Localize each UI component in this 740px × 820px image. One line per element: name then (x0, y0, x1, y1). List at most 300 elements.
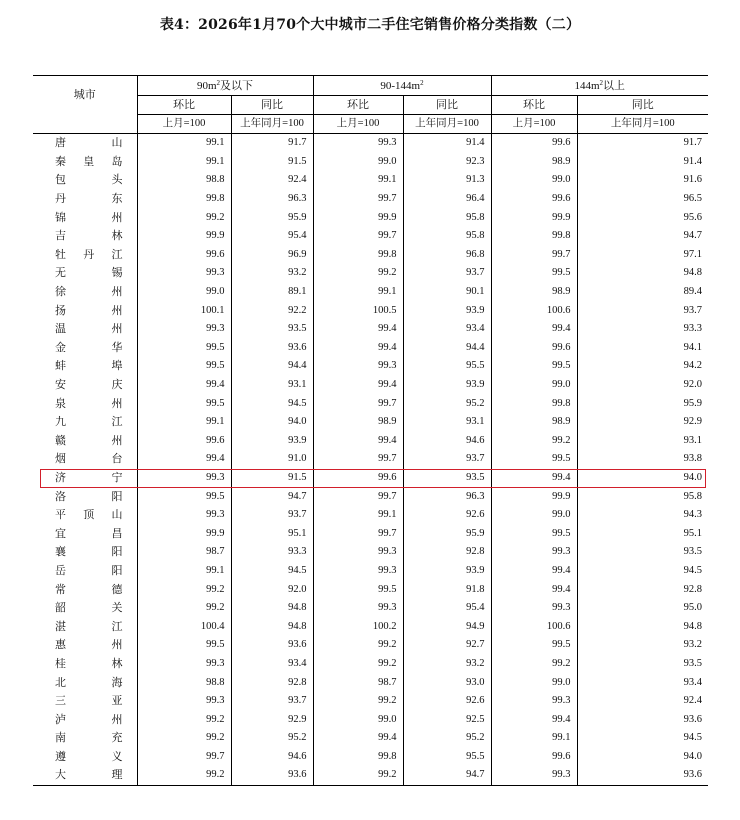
city-name: 遵义 (55, 749, 123, 763)
city-name: 锦州 (55, 210, 123, 224)
index-value: 93.9 (403, 301, 491, 320)
index-value: 98.9 (491, 283, 577, 302)
index-value: 100.4 (137, 617, 231, 636)
basis-label: 上年同月=100 (231, 115, 313, 134)
basis-label: 上月=100 (491, 115, 577, 134)
index-value: 95.5 (403, 357, 491, 376)
index-value: 99.8 (313, 748, 403, 767)
index-value: 93.1 (231, 376, 313, 395)
index-value: 94.8 (577, 264, 708, 283)
index-value: 93.7 (231, 506, 313, 525)
index-value: 99.1 (137, 153, 231, 172)
table-row (33, 432, 708, 451)
table-row (33, 766, 708, 785)
index-value: 99.7 (491, 246, 577, 265)
index-value: 99.7 (313, 227, 403, 246)
index-value: 99.9 (137, 227, 231, 246)
table-row (33, 320, 708, 339)
index-value: 99.5 (137, 339, 231, 358)
city-name: 三亚 (55, 694, 123, 708)
index-value: 99.3 (137, 264, 231, 283)
index-value: 91.7 (231, 134, 313, 153)
index-value: 99.5 (137, 487, 231, 506)
index-value: 94.5 (577, 562, 708, 581)
city-name: 平顶山 (55, 508, 123, 522)
index-value: 99.6 (491, 339, 577, 358)
index-value: 99.3 (313, 357, 403, 376)
index-value: 99.1 (313, 506, 403, 525)
index-value: 99.2 (137, 208, 231, 227)
index-value: 99.3 (491, 766, 577, 785)
index-value: 91.8 (403, 580, 491, 599)
table-row (33, 487, 708, 506)
city-name: 蚌埠 (55, 359, 123, 373)
index-value: 99.2 (137, 580, 231, 599)
table-row (33, 450, 708, 469)
index-value: 99.1 (491, 729, 577, 748)
sub-header-yoy: 同比 (403, 96, 491, 115)
index-value: 99.4 (137, 450, 231, 469)
index-value: 99.4 (491, 580, 577, 599)
sub-header-yoy: 同比 (231, 96, 313, 115)
index-value: 99.6 (137, 432, 231, 451)
index-value: 98.8 (137, 171, 231, 190)
index-value: 99.2 (313, 692, 403, 711)
index-value: 95.5 (403, 748, 491, 767)
index-value: 92.9 (231, 710, 313, 729)
index-value: 98.8 (137, 673, 231, 692)
index-value: 94.7 (231, 487, 313, 506)
city-name: 赣州 (55, 433, 123, 447)
table-row (33, 394, 708, 413)
city-name: 济宁 (55, 470, 123, 484)
sub-header-yoy: 同比 (577, 96, 708, 115)
index-value: 94.7 (403, 766, 491, 785)
table-body (33, 134, 708, 786)
index-value: 95.4 (403, 599, 491, 618)
table-row (33, 376, 708, 395)
index-value: 93.3 (577, 320, 708, 339)
city-name: 温州 (55, 322, 123, 336)
index-value: 99.6 (313, 469, 403, 488)
index-value: 99.0 (491, 506, 577, 525)
index-value: 93.7 (231, 692, 313, 711)
index-value: 92.8 (403, 543, 491, 562)
index-value: 99.3 (137, 469, 231, 488)
city-name: 常德 (55, 582, 123, 596)
index-value: 99.2 (491, 655, 577, 674)
index-value: 99.9 (491, 487, 577, 506)
index-value: 91.3 (403, 171, 491, 190)
index-value: 93.5 (403, 469, 491, 488)
table-row (33, 655, 708, 674)
index-value: 99.2 (491, 432, 577, 451)
index-value: 99.0 (491, 673, 577, 692)
city-name: 韶关 (55, 601, 123, 615)
table-row (33, 153, 708, 172)
index-value: 100.6 (491, 617, 577, 636)
index-value: 99.0 (137, 283, 231, 302)
index-value: 99.5 (491, 524, 577, 543)
index-value: 93.0 (403, 673, 491, 692)
index-value: 93.5 (231, 320, 313, 339)
city-name: 烟台 (55, 452, 123, 466)
index-value: 93.7 (577, 301, 708, 320)
index-value: 92.6 (403, 692, 491, 711)
index-value: 93.9 (403, 376, 491, 395)
city-name: 金华 (55, 340, 123, 354)
index-value: 94.1 (577, 339, 708, 358)
index-value: 99.1 (137, 134, 231, 153)
index-value: 99.4 (491, 469, 577, 488)
index-value: 93.6 (231, 636, 313, 655)
index-value: 95.9 (231, 208, 313, 227)
index-value: 99.5 (491, 636, 577, 655)
index-value: 99.8 (137, 190, 231, 209)
index-value: 93.1 (577, 432, 708, 451)
index-value: 92.8 (577, 580, 708, 599)
index-value: 96.3 (231, 190, 313, 209)
index-value: 99.2 (313, 636, 403, 655)
index-value: 99.3 (137, 320, 231, 339)
index-value: 95.9 (577, 394, 708, 413)
index-value: 93.4 (403, 320, 491, 339)
index-value: 99.0 (313, 153, 403, 172)
index-value: 95.1 (231, 524, 313, 543)
index-value: 93.6 (577, 710, 708, 729)
city-name: 泉州 (55, 396, 123, 410)
index-value: 99.2 (137, 710, 231, 729)
index-value: 94.8 (231, 599, 313, 618)
city-name: 秦皇岛 (55, 154, 123, 168)
basis-label: 上年同月=100 (577, 115, 708, 134)
index-value: 92.6 (403, 506, 491, 525)
city-name: 湛江 (55, 619, 123, 633)
index-value: 99.1 (313, 283, 403, 302)
table-row (33, 710, 708, 729)
index-value: 99.4 (491, 320, 577, 339)
index-value: 99.1 (137, 562, 231, 581)
index-value: 93.1 (403, 413, 491, 432)
index-value: 92.9 (577, 413, 708, 432)
table-row (33, 227, 708, 246)
index-value: 95.2 (231, 729, 313, 748)
table-row (33, 190, 708, 209)
index-value: 99.7 (313, 394, 403, 413)
city-name: 大理 (33, 766, 137, 785)
basis-label: 上年同月=100 (403, 115, 491, 134)
index-value: 98.7 (137, 543, 231, 562)
city-name: 北海 (55, 675, 123, 689)
index-value: 100.2 (313, 617, 403, 636)
index-value: 92.4 (231, 171, 313, 190)
index-value: 94.5 (231, 394, 313, 413)
index-value: 92.0 (577, 376, 708, 395)
index-value: 89.1 (231, 283, 313, 302)
table-row (33, 692, 708, 711)
index-value: 95.0 (577, 599, 708, 618)
index-value: 96.4 (403, 190, 491, 209)
index-value: 99.8 (313, 246, 403, 265)
index-value: 98.7 (313, 673, 403, 692)
city-name: 安庆 (55, 378, 123, 392)
index-value: 92.7 (403, 636, 491, 655)
index-value: 99.6 (491, 190, 577, 209)
table-row (33, 562, 708, 581)
index-value: 94.8 (577, 617, 708, 636)
index-value: 93.5 (577, 655, 708, 674)
city-name: 桂林 (55, 656, 123, 670)
city-name: 惠州 (55, 638, 123, 652)
index-value: 98.9 (491, 153, 577, 172)
city-name: 九江 (55, 415, 123, 429)
index-value: 90.1 (403, 283, 491, 302)
index-value: 99.0 (491, 376, 577, 395)
index-value: 93.6 (231, 339, 313, 358)
table-row (33, 413, 708, 432)
index-value: 99.7 (313, 524, 403, 543)
index-value: 89.4 (577, 283, 708, 302)
index-value: 99.7 (313, 487, 403, 506)
index-value: 99.5 (137, 357, 231, 376)
index-value: 91.4 (577, 153, 708, 172)
index-value: 93.7 (403, 450, 491, 469)
index-value: 93.3 (231, 543, 313, 562)
city-header-spacer (33, 115, 137, 134)
city-name: 吉林 (55, 229, 123, 243)
index-value: 94.7 (577, 227, 708, 246)
table-row (33, 264, 708, 283)
index-value: 93.2 (231, 264, 313, 283)
index-value: 91.5 (231, 153, 313, 172)
index-value: 91.7 (577, 134, 708, 153)
price-index-table (33, 75, 708, 786)
table-row (33, 171, 708, 190)
table-row (33, 357, 708, 376)
index-value: 92.5 (403, 710, 491, 729)
index-value: 99.1 (313, 171, 403, 190)
index-value: 95.1 (577, 524, 708, 543)
index-value: 95.6 (577, 208, 708, 227)
index-value: 94.8 (231, 617, 313, 636)
index-value: 95.8 (403, 227, 491, 246)
city-name: 丹东 (55, 192, 123, 206)
index-value: 94.6 (403, 432, 491, 451)
index-value: 99.5 (137, 636, 231, 655)
table-row (33, 636, 708, 655)
index-value: 99.8 (491, 227, 577, 246)
index-value: 99.7 (313, 190, 403, 209)
city-name: 襄阳 (55, 545, 123, 559)
index-value: 99.3 (491, 692, 577, 711)
index-value: 93.4 (231, 655, 313, 674)
table-row (33, 599, 708, 618)
index-value: 94.4 (403, 339, 491, 358)
index-value: 96.8 (403, 246, 491, 265)
index-value: 99.5 (313, 580, 403, 599)
index-value: 93.6 (577, 766, 708, 785)
group-header-large: $144m^2$以上 (491, 76, 708, 96)
table-row (33, 617, 708, 636)
index-value: 99.5 (491, 450, 577, 469)
index-value: 95.8 (403, 208, 491, 227)
index-value: 93.9 (403, 562, 491, 581)
index-value: 99.3 (313, 134, 403, 153)
index-value: 99.7 (137, 748, 231, 767)
table-row (33, 134, 708, 153)
city-name: 泸州 (55, 712, 123, 726)
index-value: 100.1 (137, 301, 231, 320)
index-value: 99.4 (491, 710, 577, 729)
city-column-header: 城市 (33, 76, 137, 115)
table-row (33, 524, 708, 543)
city-name: 扬州 (55, 303, 123, 317)
index-value: 91.0 (231, 450, 313, 469)
index-value: 99.6 (491, 134, 577, 153)
index-value: 97.1 (577, 246, 708, 265)
index-value: 99.4 (137, 376, 231, 395)
table-row (33, 469, 708, 488)
index-value: 92.0 (231, 580, 313, 599)
index-value: 99.5 (491, 264, 577, 283)
index-value: 99.4 (313, 320, 403, 339)
index-value: 99.0 (491, 171, 577, 190)
index-value: 99.0 (313, 710, 403, 729)
index-value: 96.9 (231, 246, 313, 265)
index-value: 93.2 (577, 636, 708, 655)
table-row (33, 208, 708, 227)
city-name: 无锡 (55, 266, 123, 280)
index-value: 99.8 (491, 394, 577, 413)
index-value: 99.5 (137, 394, 231, 413)
table-row (33, 506, 708, 525)
index-value: 100.6 (491, 301, 577, 320)
index-value: 99.4 (313, 339, 403, 358)
index-value: 99.3 (137, 506, 231, 525)
index-value: 99.4 (491, 562, 577, 581)
index-value: 99.3 (313, 599, 403, 618)
index-value: 96.5 (577, 190, 708, 209)
index-value: 96.3 (403, 487, 491, 506)
index-value: 99.6 (491, 748, 577, 767)
table-row (33, 543, 708, 562)
index-value: 99.3 (313, 562, 403, 581)
index-value: 92.4 (577, 692, 708, 711)
index-value: 99.2 (137, 599, 231, 618)
index-value: 99.5 (491, 357, 577, 376)
index-value: 92.2 (231, 301, 313, 320)
city-name: 唐山 (55, 136, 123, 150)
index-value: 99.3 (491, 599, 577, 618)
index-value: 91.4 (403, 134, 491, 153)
city-name: 洛阳 (55, 489, 123, 503)
index-value: 98.9 (313, 413, 403, 432)
index-value: 93.7 (403, 264, 491, 283)
basis-label: 上月=100 (313, 115, 403, 134)
table-row (33, 339, 708, 358)
index-value: 94.3 (577, 506, 708, 525)
index-value: 93.6 (231, 766, 313, 785)
sub-header-mom: 环比 (313, 96, 403, 115)
city-name: 宜昌 (55, 526, 123, 540)
index-value: 93.5 (577, 543, 708, 562)
sub-header-mom: 环比 (491, 96, 577, 115)
index-value: 93.9 (231, 432, 313, 451)
city-name: 徐州 (55, 285, 123, 299)
city-name: 南充 (55, 731, 123, 745)
index-value: 93.4 (577, 673, 708, 692)
index-value: 99.7 (313, 450, 403, 469)
table-row (33, 748, 708, 767)
index-value: 99.2 (313, 766, 403, 785)
index-value: 99.9 (491, 208, 577, 227)
group-header-medium: $90-144m^2$ (313, 76, 491, 96)
table-row (33, 246, 708, 265)
index-value: 99.3 (491, 543, 577, 562)
index-value: 91.5 (231, 469, 313, 488)
index-value: 99.2 (137, 766, 231, 785)
index-value: 92.8 (231, 673, 313, 692)
basis-label: 上月=100 (137, 115, 231, 134)
index-value: 93.2 (403, 655, 491, 674)
index-value: 99.2 (137, 729, 231, 748)
index-value: 99.3 (313, 543, 403, 562)
index-value: 94.6 (231, 748, 313, 767)
index-value: 99.4 (313, 432, 403, 451)
table-row (33, 580, 708, 599)
index-value: 95.2 (403, 729, 491, 748)
index-value: 92.3 (403, 153, 491, 172)
index-value: 94.5 (577, 729, 708, 748)
index-value: 99.3 (137, 655, 231, 674)
index-value: 95.4 (231, 227, 313, 246)
table-row (33, 301, 708, 320)
group-header-small: $90m^2$及以下 (137, 76, 313, 96)
index-value: 93.8 (577, 450, 708, 469)
index-value: 94.2 (577, 357, 708, 376)
city-name: 牡丹江 (55, 247, 123, 261)
table-title: 表4：2026年1月70个大中城市二手住宅销售价格分类指数（二） (159, 17, 581, 33)
index-value: 99.9 (137, 524, 231, 543)
index-value: 94.0 (231, 413, 313, 432)
table-row (33, 283, 708, 302)
index-value: 99.4 (313, 376, 403, 395)
index-value: 99.2 (313, 264, 403, 283)
city-name: 岳阳 (55, 563, 123, 577)
index-value: 99.9 (313, 208, 403, 227)
index-value: 99.4 (313, 729, 403, 748)
index-value: 95.8 (577, 487, 708, 506)
index-value: 94.0 (577, 748, 708, 767)
index-value: 94.5 (231, 562, 313, 581)
index-value: 94.0 (577, 469, 708, 488)
index-value: 94.4 (231, 357, 313, 376)
city-name: 包头 (55, 173, 123, 187)
index-value: 99.2 (313, 655, 403, 674)
index-value: 100.5 (313, 301, 403, 320)
table-row (33, 729, 708, 748)
index-value: 99.6 (137, 246, 231, 265)
index-value: 95.9 (403, 524, 491, 543)
index-value: 94.9 (403, 617, 491, 636)
index-value: 99.1 (137, 413, 231, 432)
index-value: 91.6 (577, 171, 708, 190)
table-row (33, 673, 708, 692)
index-value: 95.2 (403, 394, 491, 413)
sub-header-mom: 环比 (137, 96, 231, 115)
index-value: 98.9 (491, 413, 577, 432)
index-value: 99.3 (137, 692, 231, 711)
